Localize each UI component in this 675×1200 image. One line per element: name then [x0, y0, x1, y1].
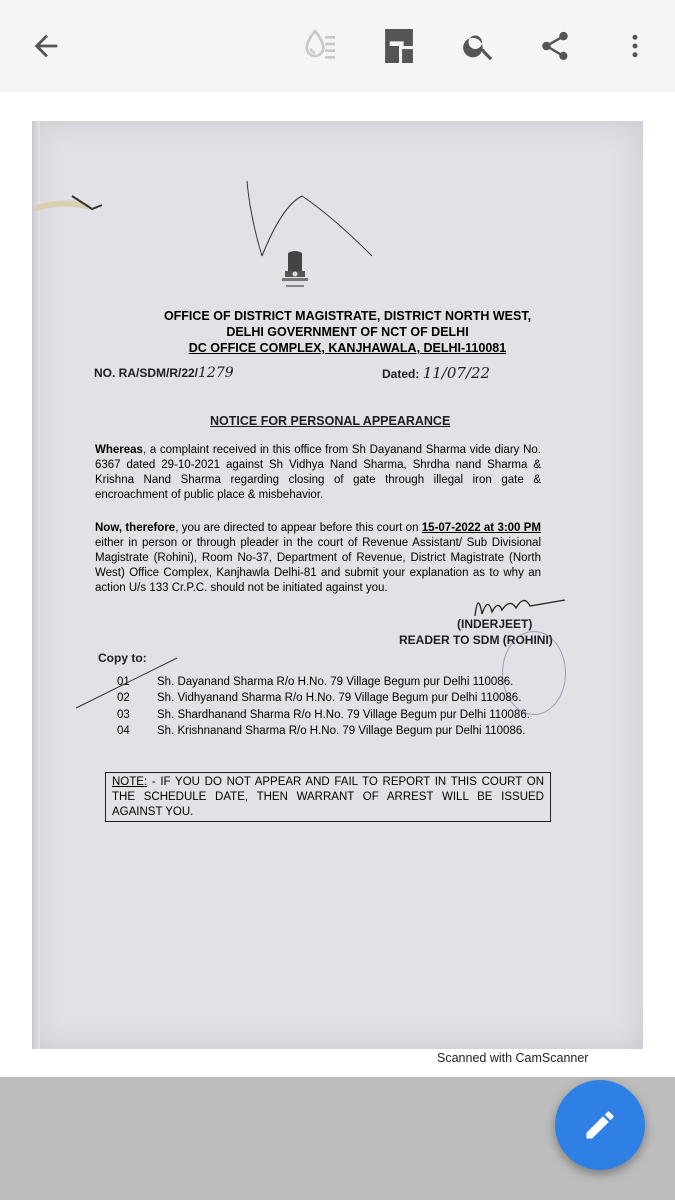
reference-number-label: NO. RA/SDM/R/22/	[94, 366, 199, 380]
paragraph-now-therefore-lead: Now, therefore	[95, 522, 176, 534]
back-button[interactable]	[22, 22, 70, 70]
copy-list-text: Sh. Dayanand Sharma R/o H.No. 79 Village Begum pur Delhi 110086.	[157, 676, 514, 688]
copy-list-number: 04	[117, 725, 130, 737]
office-heading-line-2: DELHI GOVERNMENT OF NCT OF DELHI	[226, 325, 469, 339]
paragraph-whereas	[95, 443, 541, 503]
arrow-left-icon	[29, 29, 63, 63]
search-button[interactable]	[455, 22, 503, 70]
office-heading-line-3: DC OFFICE COMPLEX, KANJHAWALA, DELHI-110081	[188, 341, 507, 355]
ink-drop-button[interactable]	[296, 22, 344, 70]
top-app-bar	[0, 0, 675, 92]
search-icon	[461, 28, 497, 64]
reference-number-handwritten: 1279	[198, 365, 234, 381]
dated-handwritten: 11/07/22	[422, 364, 491, 382]
reading-mode-button[interactable]	[375, 22, 423, 70]
paragraph-now-therefore-text: either in person or through pleader in the court of Revenue Assistant/ Sub Divisional Magistrate (Rohini), Room No-37, Department of Revenue, District Magistrate (North West) Office Complex, Kanjhawla Delhi-81 and submit your explanation as to why an action U/s 133 Cr.P.C. should not be initiated against you.	[95, 537, 541, 594]
appearance-date: 15-07-2022 at 3:00 PM	[421, 522, 542, 534]
paragraph-whereas-text: , a complaint received in this office from Sh Dayanand Sharma vide diary No. 6367 dated 29-10-2021 against Sh Vidhya Nand Sharma, Shrdha nand Sharma & Krishna Nand Sharma regarding closing of gate through illegal iron gate & encroachment of public place & misbehavior.	[95, 444, 541, 501]
copy-list-text: Sh. Shardhanand Sharma R/o H.No. 79 Village Begum pur Delhi 110086.	[157, 709, 530, 721]
reading-mode-icon	[382, 27, 416, 65]
paragraph-whereas-lead: Whereas	[95, 444, 143, 456]
copy-list-number: 02	[117, 692, 130, 704]
note-text: - IF YOU DO NOT APPEAR AND FAIL TO REPORT IN THIS COURT ON THE SCHEDULE DATE, THEN WARRANT OF ARREST WILL BE ISSUED AGAINST YOU.	[112, 776, 544, 818]
signatory-title: READER TO SDM (ROHINI)	[399, 633, 553, 647]
handwritten-stroke-icon	[72, 656, 182, 711]
office-heading-line-1: OFFICE OF DISTRICT MAGISTRATE, DISTRICT NORTH WEST,	[163, 309, 532, 323]
thread-binding-icon	[32, 191, 112, 231]
note-label: NOTE:	[112, 776, 148, 788]
paragraph-now-therefore	[95, 521, 541, 596]
copy-list-number: 03	[117, 709, 130, 721]
camscanner-watermark: Scanned with CamScanner	[437, 1051, 589, 1065]
more-options-button[interactable]	[611, 22, 659, 70]
dated-label: Dated:	[382, 367, 420, 381]
share-icon	[538, 29, 572, 63]
copy-list-text: Sh. Vidhyanand Sharma R/o H.No. 79 Village Begum pur Delhi 110086.	[157, 692, 522, 704]
notice-title: NOTICE FOR PERSONAL APPEARANCE	[210, 414, 451, 428]
state-emblem-icon	[278, 249, 312, 295]
reference-number	[94, 366, 234, 381]
share-button[interactable]	[531, 22, 579, 70]
paragraph-now-therefore-mid: , you are directed to appear before this court on	[175, 522, 422, 534]
dated	[382, 366, 490, 382]
edit-fab-button[interactable]	[555, 1080, 645, 1170]
note-box	[105, 772, 551, 822]
ink-drop-icon	[300, 26, 340, 66]
scanned-page	[32, 121, 643, 1049]
copy-list-item	[117, 725, 525, 737]
pencil-icon	[582, 1107, 618, 1143]
copy-to-label: Copy to:	[98, 651, 147, 665]
handwritten-mark-icon	[242, 176, 382, 266]
copy-list-text: Sh. Krishnanand Sharma R/o H.No. 79 Village Begum pur Delhi 110086.	[157, 725, 526, 737]
page-binding-edge	[32, 121, 40, 1049]
more-vert-icon	[620, 29, 650, 63]
signatory-name: (INDERJEET)	[457, 617, 533, 631]
copy-list-number: 01	[117, 676, 130, 688]
